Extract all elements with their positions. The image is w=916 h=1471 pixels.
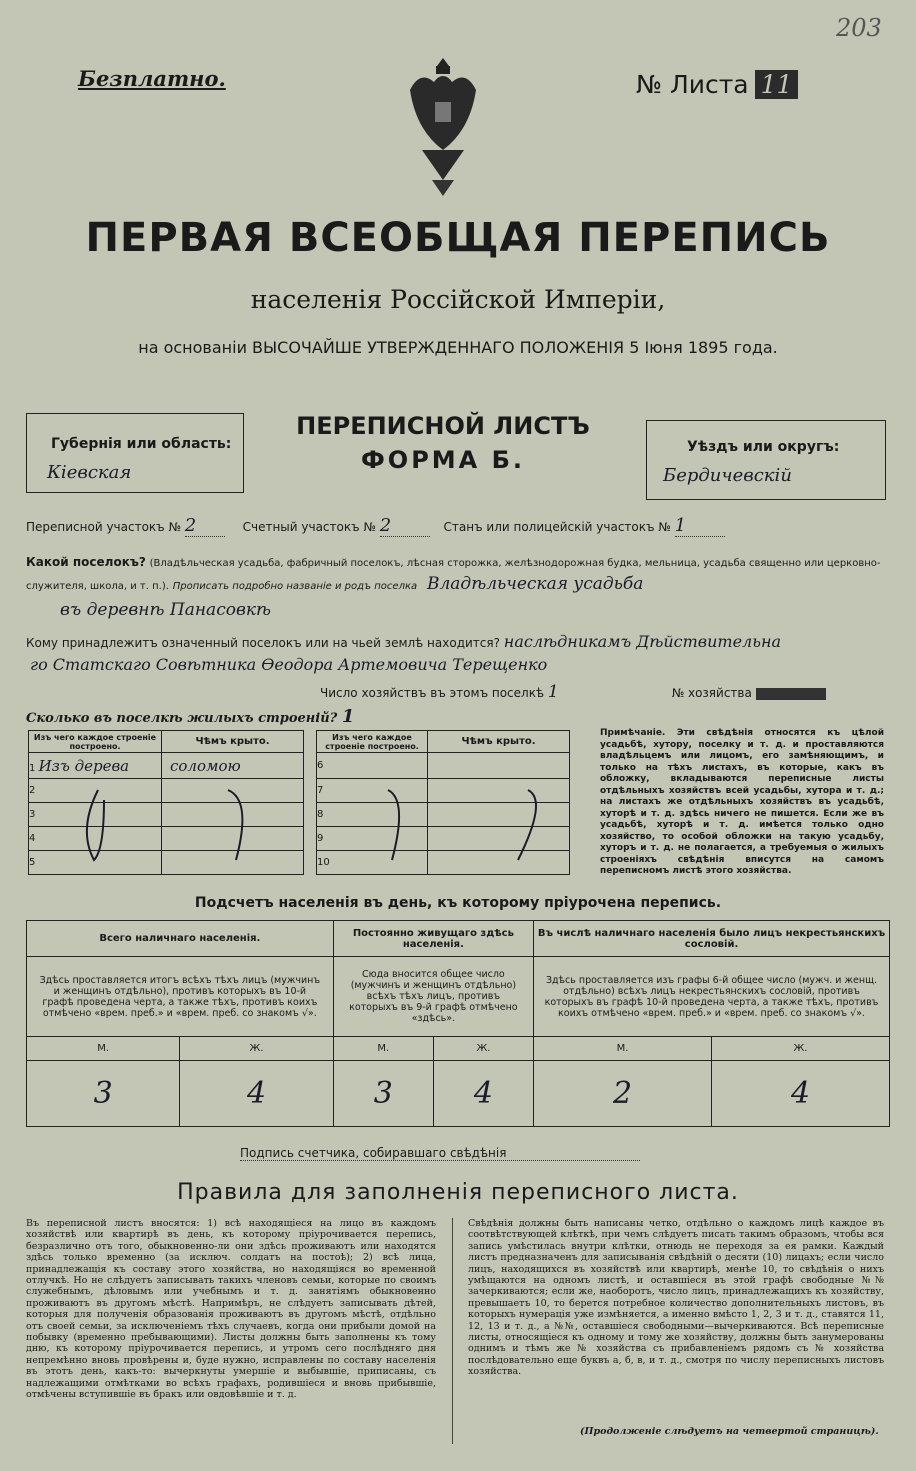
total-population-text: Здѣсь проставляется итогъ всѣхъ тѣхъ лицъ (мужчинъ и женщинъ отдѣльно), противъ которыхъ въ 10-й графѣ проведена черта, а также тѣхъ, противъ коихъ отмѣчено «врем. преб.» и «врем. преб. со знакомъ √».: [27, 957, 334, 1037]
uezd-box: [646, 420, 886, 500]
material-header: Изъ чего каждое строеніе построено.: [317, 731, 428, 753]
total-population-header: Всего наличнаго населенія.: [27, 921, 334, 957]
census-area-value: 2: [185, 515, 225, 537]
female-label: Ж.: [711, 1037, 889, 1061]
rules-right-column: Свѣдѣнія должны быть написаны четко, отдѣльно о каждомъ лицѣ каждое въ соотвѣтствующей клѣткѣ, при чемъ слѣдуетъ писать такимъ образомъ, чтобы вся запись умѣстилась внутри клѣтки, отнюдь не переходя за ея рамки. Каждый листъ предназначенъ для записыванія свѣдѣній о десяти (10) лицахъ; если число лицъ, находящихся въ хозяйствѣ или квартирѣ, менѣе 10, то свѣдѣнія о нихъ умѣщаются на одномъ листѣ, и оставшіеся въ этой графѣ свободные №№ зачеркиваются; если же, наоборотъ, число лицъ, принадлежащихъ къ хозяйству, превышаетъ 10, то берется потребное количество дополнительныхъ листовъ, въ которыхъ нумерація уже измѣняется, а именно вмѣсто 1, 2, 3 и т. д., ставятся 11, 12, 13 и т. д., а №№, оставшіеся свободными—вычеркиваются. Всѣ переписные листы, относящіеся къ одному и тому же хозяйству, должны быть занумерованы однимъ и тѣмъ же № хозяйства съ прибавленіемъ рядомъ съ № хозяйства послѣдовательно еще буквъ а, б, в, и т. д., смотря по числу переписныхъ листовъ хозяйства.: [468, 1218, 884, 1378]
building-row: 9: [317, 827, 428, 851]
count-section-title: Подсчетъ населенія въ день, къ которому пріурочена перепись.: [194, 895, 722, 911]
buildings-note: Примѣчаніе. Эти свѣдѣнія относятся къ цѣлой усадьбѣ, хутору, поселку и т. д. и проставляются владѣльцемъ или лицомъ, его замѣняющимъ, и только на тѣхъ листахъ, въ которые, какъ въ обложку, вкладываются переписные листы отдѣльныхъ хозяйствъ всей усадьбы, хутора и т. д.; на листахъ же отдѣльныхъ хозяйствъ въ усадьбѣ, хуторѣ и т. д. здѣсь ничего не пишется. Если же въ усадьбѣ, хуторѣ и т. д. имѣется только одно хозяйство, то особой обложки на такую усадьбу, хуторъ и т. д. не полагается, а требуемыя о жилыхъ строеніяхъ свѣдѣнія вписутся на самомъ переписномъ листѣ этого хозяйства.: [600, 728, 884, 876]
building-row: 5: [29, 851, 162, 875]
buildings-question: Сколько въ поселкѣ жилыхъ строеній?: [26, 711, 338, 726]
permanent-population-text: Сюда вносится общее число (мужчинъ и женщинъ отдѣльно) всѣхъ тѣхъ лицъ, противъ которыхъ въ 9-й графѣ отмѣчено «здѣсь».: [333, 957, 533, 1037]
household-no-blot: [756, 688, 826, 700]
area-line: [26, 515, 886, 537]
building-row: 8: [317, 803, 428, 827]
uezd-value: Бердичевскій: [663, 465, 792, 486]
document-title: ПЕРВАЯ ВСЕОБЩАЯ ПЕРЕПИСЬ: [85, 215, 831, 261]
permanent-population-header: Постоянно живущаго здѣсь населенія.: [333, 921, 533, 957]
female-label: Ж.: [433, 1037, 533, 1061]
dash-marks: [28, 770, 588, 880]
roof-header: Чѣмъ крыто.: [428, 731, 570, 753]
material-header: Изъ чего каждое строеніе построено.: [29, 731, 162, 753]
row1-roof: соломою: [162, 753, 304, 779]
rules-title: Правила для заполненія переписного листа.: [177, 1180, 739, 1205]
households-label: Число хозяйствъ въ этомъ поселкѣ: [320, 686, 545, 700]
owner-question: Кому принадлежитъ означенный поселокъ или на чьей землѣ находится?: [26, 636, 500, 650]
building-row: 10: [317, 851, 428, 875]
household-no-label: № хозяйства: [671, 686, 752, 700]
non-peasant-male-value: 2: [534, 1061, 712, 1127]
form-title: ФОРМА Б.: [360, 446, 525, 474]
document-basis: на основаніи ВЫСОЧАЙШЕ УТВЕРЖДЕННАГО ПОЛОЖЕНІЯ 5 Іюня 1895 года.: [138, 338, 778, 357]
male-label: М.: [333, 1037, 433, 1061]
settlement-question: Какой поселокъ?: [26, 555, 146, 569]
sheet-title: ПЕРЕПИСНОЙ ЛИСТЪ: [296, 412, 590, 440]
households-line: [320, 682, 826, 702]
page-number: 203: [836, 14, 882, 42]
count-area-value: 2: [380, 515, 430, 537]
owner-value-1: наслѣдникамъ Дѣйствительна: [503, 632, 782, 651]
document-subtitle: населенія Россійской Имперіи,: [250, 285, 666, 314]
non-peasant-header: Въ числѣ наличнаго населенія было лицъ некрестьянскихъ сословій.: [534, 921, 890, 957]
permanent-female-value: 4: [433, 1061, 533, 1127]
settlement-block: [26, 552, 886, 597]
settlement-instruction: Прописать подробно названіе и родъ поселка: [172, 581, 418, 592]
permanent-male-value: 3: [333, 1061, 433, 1127]
sheet-number: [636, 70, 798, 99]
free-label: Безплатно.: [78, 66, 226, 91]
sheet-number-value: 11: [755, 70, 799, 99]
row1-material: Изъ дерева: [38, 756, 130, 775]
continued-note: (Продолженіе слѣдуетъ на четвертой страницѣ).: [580, 1426, 879, 1437]
roof-header: Чѣмъ крыто.: [162, 731, 304, 753]
male-label: М.: [27, 1037, 180, 1061]
households-value: 1: [547, 682, 559, 702]
gubernia-value: Кіевская: [47, 462, 132, 483]
owner-line: [26, 632, 906, 651]
female-label: Ж.: [180, 1037, 333, 1061]
non-peasant-text: Здѣсь проставляется изъ графы 6-й общее число (мужч. и женщ. отдѣльно) всѣхъ лицъ некрестьянскихъ сословій, противъ которыхъ въ графѣ 10-й проведена черта, а также тѣхъ, противъ коихъ отмѣчено «врем. преб.» и «врем. преб. со знакомъ √».: [534, 957, 890, 1037]
building-row: 4: [29, 827, 162, 851]
column-divider: [452, 1218, 453, 1444]
population-count-table: [26, 920, 890, 1127]
building-row: 7: [317, 779, 428, 803]
building-row: 3: [29, 803, 162, 827]
building-row: 1 Изъ дерева: [29, 753, 162, 779]
gubernia-label: Губернія или область:: [51, 436, 232, 452]
male-label: М.: [534, 1037, 712, 1061]
settlement-value-1: Владѣльческая усадьба: [426, 574, 644, 594]
sheet-heading: [248, 412, 638, 474]
building-row: 2: [29, 779, 162, 803]
uezd-label: Уѣздъ или округъ:: [687, 439, 840, 455]
count-area-label: Счетный участокъ №: [242, 520, 376, 534]
signature-line: [240, 1146, 640, 1161]
total-female-value: 4: [180, 1061, 333, 1127]
non-peasant-female-value: 4: [711, 1061, 889, 1127]
building-row: 6: [317, 753, 428, 779]
settlement-hint: (Владѣльческая усадьба, фабричный поселокъ, лѣсная сторожка, желѣзнодорожная будка, мельница, усадьба священно или церковно-служителя, школа, и т. п.).: [26, 558, 881, 592]
buildings-line: [26, 706, 354, 727]
stan-value: 1: [675, 515, 725, 537]
signature-label: Подпись счетчика, собиравшаго свѣдѣнія: [240, 1146, 507, 1160]
sheet-number-label: № Листа: [636, 70, 749, 99]
buildings-value: 1: [341, 706, 355, 727]
imperial-eagle-emblem: [402, 50, 484, 200]
rules-left-column: Въ переписной листъ вносятся: 1) всѣ находящіеся на лицо въ каждомъ хозяйствѣ или квартирѣ въ день, къ которому пріурочивается перепись, безразлично отъ того, обыкновенно-ли они здѣсь проживаютъ или находятся здѣсь только временно (за исключ. солдатъ на постоѣ); 2) всѣ лица, принадлежащія къ составу этого хозяйства, но находящіяся во временной отлучкѣ. Но не слѣдуетъ записывать такихъ членовъ семьи, которые по своимъ служебнымъ, дѣловымъ или учебнымъ и т. д. занятіямъ обыкновенно проживаютъ въ другомъ мѣстѣ. Напримѣръ, не слѣдуетъ записывать дѣтей, которыя для полученія образованія проживаютъ въ другомъ мѣстѣ, отдѣльно отъ своей семьи, за исключеніемъ тѣхъ случаевъ, когда они прибыли домой на побывку (временно пребывающими). Листы должны быть заполнены къ тому дню, къ которому пріурочивается перепись, и утромъ сего послѣдняго дня непремѣнно вновь провѣрены и, буде нужно, исправлены по составу населенія въ этотъ день, какъ-то: вычеркнуты умершіе и выбывшіе, приписаны, съ надлежащими отмѣтками во всѣхъ графахъ, родившіеся и вновь прибывшіе, отмѣчены вступившіе въ бракъ или овдовѣвшіе и т. д.: [26, 1218, 436, 1401]
gubernia-box: [26, 413, 244, 493]
total-male-value: 3: [27, 1061, 180, 1127]
settlement-value-2: въ деревнѣ Панасовкѣ: [60, 600, 271, 620]
stan-label: Станъ или полицейскій участокъ №: [443, 520, 671, 534]
owner-value-2: го Статскаго Совѣтника Өеодора Артемовича Терещенко: [30, 655, 548, 674]
census-area-label: Переписной участокъ №: [26, 520, 181, 534]
